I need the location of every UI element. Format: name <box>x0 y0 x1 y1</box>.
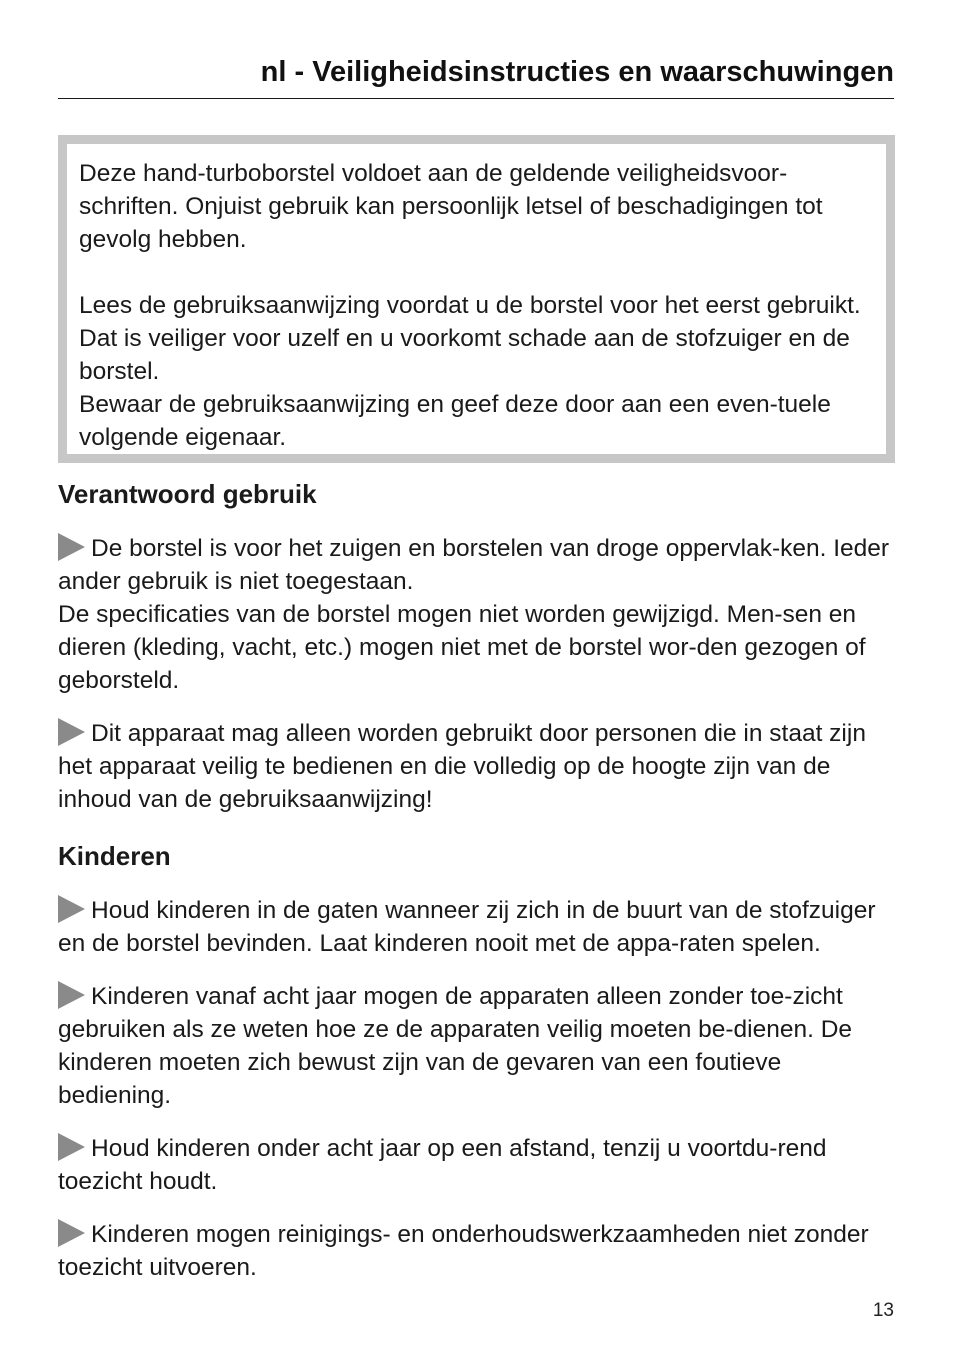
instruction-body: Kinderen vanaf acht jaar mogen de apparaten alleen zonder toe-zicht gebruiken als ze weten hoe ze de apparaten veilig moeten be-dienen. De kinderen moeten zich bewust zijn van de gevaren van een foutieve bediening. <box>58 983 853 1109</box>
triangle-arrow-icon <box>58 1133 85 1161</box>
instruction-text <box>58 1218 898 1284</box>
instruction-item <box>58 1132 898 1198</box>
triangle-arrow-icon <box>58 1219 85 1247</box>
page-header <box>58 50 894 99</box>
triangle-arrow-icon <box>58 895 85 923</box>
instruction-text <box>58 980 898 1112</box>
notice-paragraph: Lees de gebruiksaanwijzing voordat u de borstel voor het eerst gebruikt. Dat is veiliger voor uzelf en u voorkomt schade aan de stofzuiger en de borstel. <box>79 292 861 385</box>
safety-notice-box <box>58 135 895 463</box>
instruction-continuation: De specificaties van de borstel mogen niet worden gewijzigd. Men-sen en dieren (kleding, vacht, etc.) mogen niet met de borstel wor-den gezogen of geborsteld. <box>58 601 866 694</box>
triangle-arrow-icon <box>58 533 85 561</box>
page-number: 13 <box>872 1300 894 1321</box>
notice-paragraph: Bewaar de gebruiksaanwijzing en geef deze door aan een even-tuele volgende eigenaar. <box>79 391 831 451</box>
triangle-arrow-icon <box>58 981 85 1009</box>
instruction-text <box>58 532 898 598</box>
instruction-text <box>58 717 898 816</box>
instructions-content <box>58 474 898 1304</box>
instruction-item <box>58 980 898 1112</box>
page-title: nl - Veiligheidsinstructies en waarschuwingen <box>260 56 894 88</box>
instruction-text <box>58 1132 898 1198</box>
triangle-arrow-icon <box>58 718 85 746</box>
instruction-body: Houd kinderen in de gaten wanneer zij zich in de buurt van de stofzuiger en de borstel bevinden. Laat kinderen nooit met de appa-raten spelen. <box>58 897 876 957</box>
instruction-body: De borstel is voor het zuigen en borstelen van droge oppervlak-ken. Ieder ander gebruik is niet toegestaan. <box>58 535 890 595</box>
instruction-body: Kinderen mogen reinigings- en onderhoudswerkzaamheden niet zonder toezicht uitvoeren. <box>58 1221 869 1281</box>
instruction-item <box>58 894 898 960</box>
section-heading-kinderen: Kinderen <box>58 841 171 871</box>
instruction-item <box>58 1218 898 1284</box>
instruction-item <box>58 532 898 697</box>
instruction-item <box>58 717 898 816</box>
instruction-body: Dit apparaat mag alleen worden gebruikt door personen die in staat zijn het apparaat veilig te bedienen en die volledig op de hoogte zijn van de inhoud van de gebruiksaanwijzing! <box>58 720 866 813</box>
notice-paragraph: Deze hand-turboborstel voldoet aan de geldende veiligheidsvoor-schriften. Onjuist gebruik kan persoonlijk letsel of beschadigingen tot gevolg hebben. <box>79 160 823 253</box>
instruction-body: Houd kinderen onder acht jaar op een afstand, tenzij u voortdu-rend toezicht houdt. <box>58 1135 827 1195</box>
section-heading-verantwoord-gebruik: Verantwoord gebruik <box>58 479 317 509</box>
instruction-text <box>58 894 898 960</box>
